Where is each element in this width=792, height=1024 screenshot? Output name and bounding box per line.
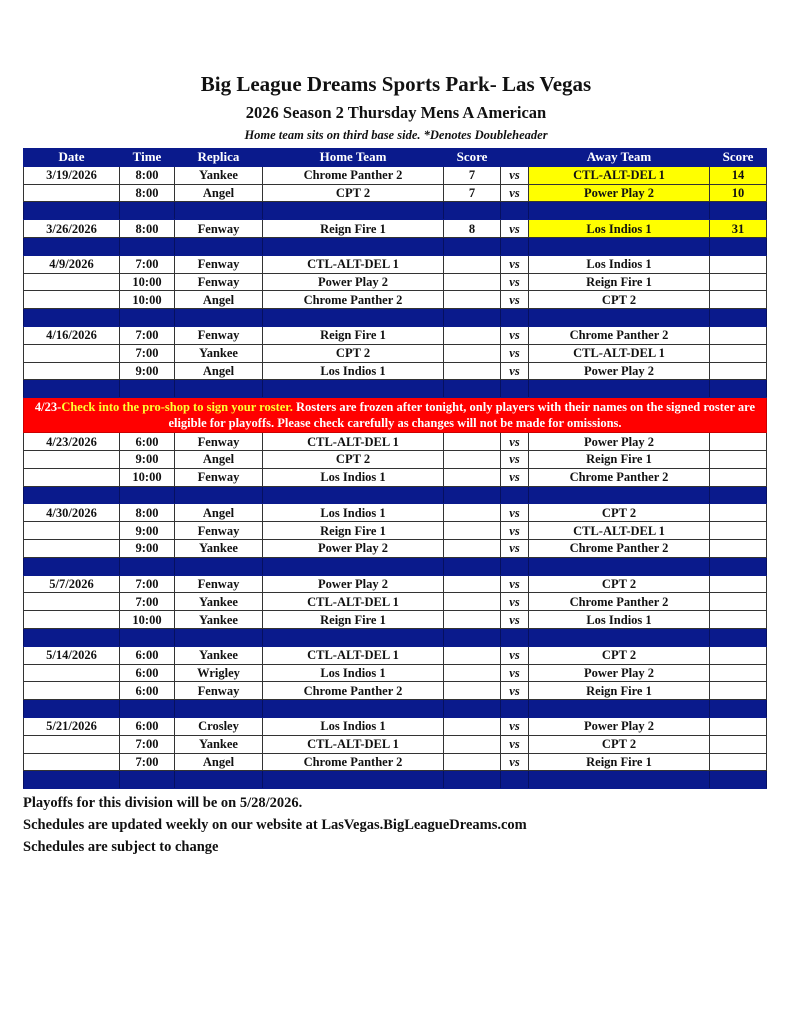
date-cell <box>24 344 120 362</box>
vs-cell: vs <box>501 753 529 771</box>
col-header-vs <box>501 149 529 167</box>
vs-cell: vs <box>501 468 529 486</box>
home-team-cell: Los Indios 1 <box>263 664 444 682</box>
away-team-cell: Power Play 2 <box>529 362 710 380</box>
away-team-cell: CPT 2 <box>529 735 710 753</box>
table-row <box>24 362 767 380</box>
replica-cell: Fenway <box>175 575 263 593</box>
away-team-cell: Reign Fire 1 <box>529 273 710 291</box>
time-cell: 10:00 <box>120 611 175 629</box>
away-score-cell <box>710 255 767 273</box>
footer <box>23 792 527 858</box>
away-team-cell: Reign Fire 1 <box>529 450 710 468</box>
home-team-cell: Chrome Panther 2 <box>263 291 444 309</box>
vs-cell: vs <box>501 611 529 629</box>
away-team-cell: Power Play 2 <box>529 717 710 735</box>
date-cell <box>24 184 120 202</box>
replica-cell: Fenway <box>175 273 263 291</box>
table-row <box>24 291 767 309</box>
away-score-cell <box>710 664 767 682</box>
home-team-cell: Chrome Panther 2 <box>263 682 444 700</box>
home-team-cell: CTL-ALT-DEL 1 <box>263 646 444 664</box>
away-team-cell: Chrome Panther 2 <box>529 468 710 486</box>
home-score-cell <box>444 291 501 309</box>
time-cell: 7:00 <box>120 575 175 593</box>
roster-notice-row <box>24 398 767 433</box>
home-team-cell: CTL-ALT-DEL 1 <box>263 593 444 611</box>
away-team-cell: CPT 2 <box>529 646 710 664</box>
replica-cell: Yankee <box>175 735 263 753</box>
away-score-cell <box>710 504 767 522</box>
away-team-cell: Power Play 2 <box>529 433 710 451</box>
date-cell <box>24 273 120 291</box>
home-team-cell: Reign Fire 1 <box>263 326 444 344</box>
home-score-cell <box>444 575 501 593</box>
away-team-cell: Chrome Panther 2 <box>529 539 710 557</box>
away-team-cell: CTL-ALT-DEL 1 <box>529 522 710 540</box>
notice-rest: Rosters are frozen after tonight, only players with their names on the signed roster are eligible for playoffs. Please check carefully as changes will not be made for omissions. <box>168 400 756 431</box>
date-cell <box>24 682 120 700</box>
away-score-cell <box>710 344 767 362</box>
away-score-cell <box>710 682 767 700</box>
table-row <box>24 575 767 593</box>
replica-cell: Angel <box>175 362 263 380</box>
home-score-cell <box>444 273 501 291</box>
table-row <box>24 646 767 664</box>
date-cell: 4/23/2026 <box>24 433 120 451</box>
roster-notice <box>24 398 767 433</box>
replica-cell: Crosley <box>175 717 263 735</box>
away-team-cell: Power Play 2 <box>529 184 710 202</box>
away-team-cell: Los Indios 1 <box>529 611 710 629</box>
time-cell: 8:00 <box>120 220 175 238</box>
date-cell <box>24 522 120 540</box>
time-cell: 8:00 <box>120 166 175 184</box>
replica-cell: Fenway <box>175 220 263 238</box>
date-cell <box>24 362 120 380</box>
schedule-table <box>23 148 767 789</box>
home-team-cell: Reign Fire 1 <box>263 220 444 238</box>
table-row <box>24 753 767 771</box>
vs-cell: vs <box>501 273 529 291</box>
time-cell: 10:00 <box>120 468 175 486</box>
time-cell: 7:00 <box>120 593 175 611</box>
home-team-cell: Reign Fire 1 <box>263 522 444 540</box>
vs-cell: vs <box>501 539 529 557</box>
vs-cell: vs <box>501 522 529 540</box>
date-cell <box>24 450 120 468</box>
time-cell: 9:00 <box>120 362 175 380</box>
table-row <box>24 220 767 238</box>
date-cell <box>24 468 120 486</box>
away-team-cell: CTL-ALT-DEL 1 <box>529 166 710 184</box>
vs-cell: vs <box>501 166 529 184</box>
home-score-cell <box>444 504 501 522</box>
away-team-cell: Chrome Panther 2 <box>529 593 710 611</box>
away-team-cell: Reign Fire 1 <box>529 682 710 700</box>
date-cell <box>24 539 120 557</box>
date-cell: 4/30/2026 <box>24 504 120 522</box>
home-score-cell: 8 <box>444 220 501 238</box>
replica-cell: Yankee <box>175 539 263 557</box>
home-team-cell: Power Play 2 <box>263 539 444 557</box>
schedule-body <box>24 166 767 788</box>
table-row <box>24 326 767 344</box>
week-separator <box>24 486 767 504</box>
home-score-cell: 7 <box>444 166 501 184</box>
table-row <box>24 717 767 735</box>
time-cell: 7:00 <box>120 326 175 344</box>
home-score-cell <box>444 468 501 486</box>
table-row <box>24 468 767 486</box>
date-cell: 5/14/2026 <box>24 646 120 664</box>
time-cell: 6:00 <box>120 682 175 700</box>
col-header-away-team: Away Team <box>529 149 710 167</box>
home-score-cell <box>444 326 501 344</box>
home-score-cell <box>444 450 501 468</box>
time-cell: 6:00 <box>120 433 175 451</box>
vs-cell: vs <box>501 344 529 362</box>
home-score-cell <box>444 593 501 611</box>
home-score-cell <box>444 735 501 753</box>
home-score-cell <box>444 522 501 540</box>
home-score-cell <box>444 611 501 629</box>
away-team-cell: CPT 2 <box>529 575 710 593</box>
away-score-cell: 31 <box>710 220 767 238</box>
time-cell: 7:00 <box>120 735 175 753</box>
vs-cell: vs <box>501 291 529 309</box>
away-team-cell: Los Indios 1 <box>529 255 710 273</box>
table-row <box>24 450 767 468</box>
table-row <box>24 184 767 202</box>
vs-cell: vs <box>501 682 529 700</box>
week-separator <box>24 628 767 646</box>
table-row <box>24 522 767 540</box>
week-separator <box>24 202 767 220</box>
week-separator <box>24 380 767 398</box>
vs-cell: vs <box>501 593 529 611</box>
home-score-cell: 7 <box>444 184 501 202</box>
col-header-home-score: Score <box>444 149 501 167</box>
vs-cell: vs <box>501 326 529 344</box>
time-cell: 10:00 <box>120 273 175 291</box>
home-team-cell: Chrome Panther 2 <box>263 753 444 771</box>
vs-cell: vs <box>501 575 529 593</box>
table-row <box>24 273 767 291</box>
away-score-cell <box>710 646 767 664</box>
table-row <box>24 255 767 273</box>
vs-cell: vs <box>501 450 529 468</box>
replica-cell: Fenway <box>175 682 263 700</box>
vs-cell: vs <box>501 504 529 522</box>
date-cell: 5/7/2026 <box>24 575 120 593</box>
playoffs-note: Playoffs for this division will be on 5/28/2026. <box>23 795 303 811</box>
home-team-cell: Los Indios 1 <box>263 468 444 486</box>
date-cell: 3/26/2026 <box>24 220 120 238</box>
replica-cell: Yankee <box>175 611 263 629</box>
replica-cell: Angel <box>175 184 263 202</box>
week-separator <box>24 557 767 575</box>
replica-cell: Fenway <box>175 433 263 451</box>
col-header-replica: Replica <box>175 149 263 167</box>
replica-cell: Yankee <box>175 344 263 362</box>
replica-cell: Wrigley <box>175 664 263 682</box>
date-cell <box>24 611 120 629</box>
schedule-note: Home team sits on third base side. *Denotes Doubleheader <box>244 128 548 142</box>
away-score-cell <box>710 450 767 468</box>
away-team-cell: Power Play 2 <box>529 664 710 682</box>
replica-cell: Yankee <box>175 593 263 611</box>
away-team-cell: Los Indios 1 <box>529 220 710 238</box>
home-team-cell: Power Play 2 <box>263 575 444 593</box>
vs-cell: vs <box>501 717 529 735</box>
away-score-cell <box>710 717 767 735</box>
date-cell: 4/9/2026 <box>24 255 120 273</box>
vs-cell: vs <box>501 735 529 753</box>
replica-cell: Angel <box>175 504 263 522</box>
vs-cell: vs <box>501 184 529 202</box>
date-cell: 4/16/2026 <box>24 326 120 344</box>
away-score-cell <box>710 433 767 451</box>
date-cell: 3/19/2026 <box>24 166 120 184</box>
vs-cell: vs <box>501 220 529 238</box>
home-score-cell <box>444 433 501 451</box>
notice-highlight: Check into the pro-shop to sign your roster. <box>61 400 293 415</box>
home-team-cell: Los Indios 1 <box>263 504 444 522</box>
change-note: Schedules are subject to change <box>23 839 219 855</box>
away-score-cell <box>710 468 767 486</box>
time-cell: 6:00 <box>120 664 175 682</box>
away-score-cell: 14 <box>710 166 767 184</box>
away-score-cell <box>710 522 767 540</box>
page-title: Big League Dreams Sports Park- Las Vegas <box>200 72 592 96</box>
home-score-cell <box>444 753 501 771</box>
time-cell: 6:00 <box>120 717 175 735</box>
replica-cell: Fenway <box>175 522 263 540</box>
away-score-cell <box>710 593 767 611</box>
table-row <box>24 539 767 557</box>
time-cell: 10:00 <box>120 291 175 309</box>
time-cell: 9:00 <box>120 539 175 557</box>
time-cell: 8:00 <box>120 504 175 522</box>
home-team-cell: CPT 2 <box>263 344 444 362</box>
week-separator <box>24 771 767 789</box>
week-separator <box>24 237 767 255</box>
date-cell <box>24 664 120 682</box>
replica-cell: Yankee <box>175 166 263 184</box>
home-score-cell <box>444 717 501 735</box>
home-team-cell: Power Play 2 <box>263 273 444 291</box>
table-row <box>24 166 767 184</box>
notice-prefix: 4/23- <box>34 400 62 415</box>
date-cell <box>24 753 120 771</box>
table-row <box>24 504 767 522</box>
home-team-cell: Los Indios 1 <box>263 717 444 735</box>
replica-cell: Angel <box>175 450 263 468</box>
replica-cell: Yankee <box>175 646 263 664</box>
away-team-cell: CPT 2 <box>529 504 710 522</box>
away-team-cell: Chrome Panther 2 <box>529 326 710 344</box>
away-team-cell: Reign Fire 1 <box>529 753 710 771</box>
date-cell <box>24 593 120 611</box>
away-score-cell <box>710 575 767 593</box>
replica-cell: Fenway <box>175 326 263 344</box>
table-row <box>24 611 767 629</box>
away-team-cell: CTL-ALT-DEL 1 <box>529 344 710 362</box>
week-separator <box>24 700 767 718</box>
date-cell <box>24 735 120 753</box>
home-team-cell: CPT 2 <box>263 184 444 202</box>
date-cell <box>24 291 120 309</box>
date-cell: 5/21/2026 <box>24 717 120 735</box>
vs-cell: vs <box>501 362 529 380</box>
replica-cell: Angel <box>175 291 263 309</box>
week-separator <box>24 309 767 327</box>
time-cell: 7:00 <box>120 753 175 771</box>
col-header-away-score: Score <box>710 149 767 167</box>
away-score-cell <box>710 362 767 380</box>
time-cell: 8:00 <box>120 184 175 202</box>
table-row <box>24 664 767 682</box>
vs-cell: vs <box>501 433 529 451</box>
home-score-cell <box>444 682 501 700</box>
away-score-cell <box>710 539 767 557</box>
time-cell: 7:00 <box>120 255 175 273</box>
away-team-cell: CPT 2 <box>529 291 710 309</box>
home-score-cell <box>444 362 501 380</box>
table-row <box>24 735 767 753</box>
replica-cell: Fenway <box>175 468 263 486</box>
time-cell: 6:00 <box>120 646 175 664</box>
away-score-cell <box>710 735 767 753</box>
home-score-cell <box>444 539 501 557</box>
away-score-cell <box>710 753 767 771</box>
time-cell: 9:00 <box>120 522 175 540</box>
home-score-cell <box>444 344 501 362</box>
home-team-cell: CTL-ALT-DEL 1 <box>263 255 444 273</box>
home-score-cell <box>444 646 501 664</box>
table-row <box>24 593 767 611</box>
vs-cell: vs <box>501 646 529 664</box>
col-header-date: Date <box>24 149 120 167</box>
away-score-cell <box>710 273 767 291</box>
page-subtitle: 2026 Season 2 Thursday Mens A American <box>245 103 547 122</box>
col-header-home-team: Home Team <box>263 149 444 167</box>
home-score-cell <box>444 664 501 682</box>
vs-cell: vs <box>501 664 529 682</box>
home-team-cell: CTL-ALT-DEL 1 <box>263 735 444 753</box>
away-score-cell <box>710 326 767 344</box>
vs-cell: vs <box>501 255 529 273</box>
website-note: Schedules are updated weekly on our website at LasVegas.BigLeagueDreams.com <box>23 817 527 833</box>
replica-cell: Fenway <box>175 255 263 273</box>
table-row <box>24 682 767 700</box>
replica-cell: Angel <box>175 753 263 771</box>
away-score-cell <box>710 611 767 629</box>
home-score-cell <box>444 255 501 273</box>
table-header-row <box>24 149 767 167</box>
home-team-cell: Reign Fire 1 <box>263 611 444 629</box>
home-team-cell: Chrome Panther 2 <box>263 166 444 184</box>
time-cell: 7:00 <box>120 344 175 362</box>
home-team-cell: CPT 2 <box>263 450 444 468</box>
away-score-cell <box>710 291 767 309</box>
away-score-cell: 10 <box>710 184 767 202</box>
home-team-cell: Los Indios 1 <box>263 362 444 380</box>
home-team-cell: CTL-ALT-DEL 1 <box>263 433 444 451</box>
col-header-time: Time <box>120 149 175 167</box>
table-row <box>24 344 767 362</box>
table-row <box>24 433 767 451</box>
time-cell: 9:00 <box>120 450 175 468</box>
